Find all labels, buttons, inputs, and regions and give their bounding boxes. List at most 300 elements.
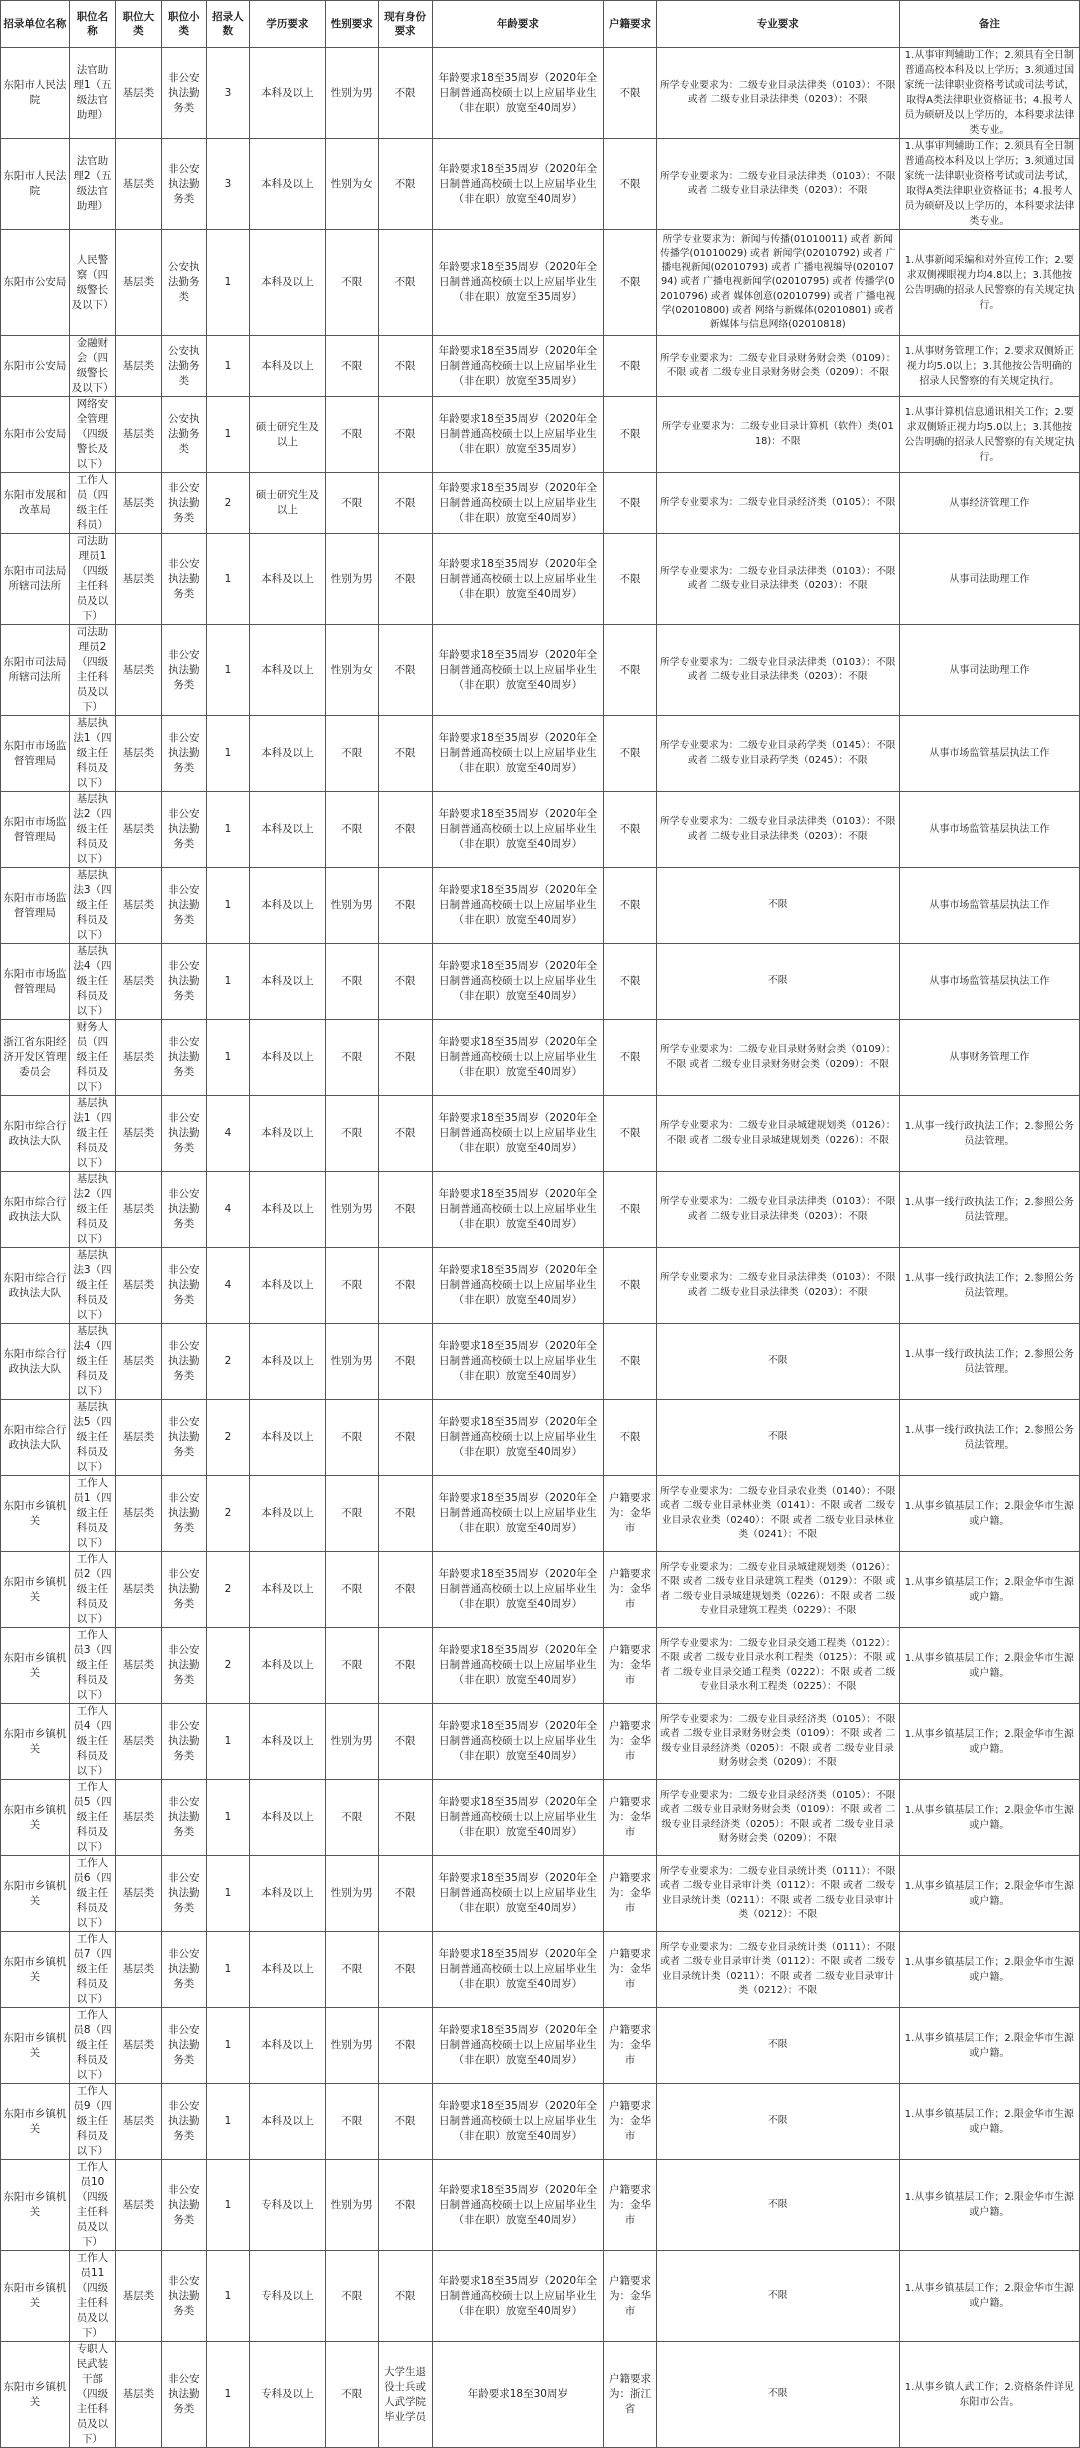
residence-cell: 不限	[604, 944, 657, 1020]
subcategory-cell: 非公安执法勤务类	[161, 1780, 206, 1856]
count-cell: 3	[206, 139, 249, 230]
position-cell: 工作人员6（四级主任科员及以下）	[69, 1856, 116, 1932]
major-cell: 不限	[656, 2342, 899, 2448]
gender-cell: 性别为男	[325, 1704, 378, 1780]
age-cell: 年龄要求18至35周岁（2020年全日制普通高校硕士以上应届毕业生（非在职）放宽至40周岁）	[432, 1096, 604, 1172]
category-cell: 基层类	[116, 230, 161, 336]
age-cell: 年龄要求18至35周岁（2020年全日制普通高校硕士以上应届毕业生（非在职）放宽至40周岁）	[432, 1172, 604, 1248]
residence-cell: 不限	[604, 1248, 657, 1324]
table-row	[1, 716, 1080, 792]
table-row	[1, 1172, 1080, 1248]
count-cell: 1	[206, 1020, 249, 1096]
gender-cell: 不限	[325, 944, 378, 1020]
position-cell: 基层执法4（四级主任科员及以下）	[69, 1324, 116, 1400]
remarks-cell: 1.从事乡镇基层工作；2.限金华市生源或户籍。	[899, 2160, 1079, 2251]
unit-cell: 东阳市公安局	[1, 397, 70, 473]
position-cell: 工作人员11（四级主任科员及以下）	[69, 2251, 116, 2342]
major-cell: 不限	[656, 2251, 899, 2342]
count-cell: 1	[206, 1932, 249, 2008]
gender-cell: 不限	[325, 792, 378, 868]
count-cell: 2	[206, 1324, 249, 1400]
unit-cell: 东阳市司法局所辖司法所	[1, 534, 70, 625]
major-cell: 所学专业要求为：二级专业目录统计类（0111）：不限 或者 二级专业目录审计类（0112）：不限 或者 二级专业目录统计类（0211）：不限 或者 二级专业目录审计类（0212）：不限	[656, 1932, 899, 2008]
subcategory-cell: 非公安执法勤务类	[161, 1704, 206, 1780]
count-cell: 2	[206, 1552, 249, 1628]
status-cell: 不限	[378, 1324, 432, 1400]
education-cell: 本科及以上	[249, 534, 325, 625]
age-cell: 年龄要求18至35周岁（2020年全日制普通高校硕士以上应届毕业生（非在职）放宽至40周岁）	[432, 48, 604, 139]
category-cell: 基层类	[116, 1856, 161, 1932]
age-cell: 年龄要求18至35周岁（2020年全日制普通高校硕士以上应届毕业生（非在职）放宽至40周岁）	[432, 2251, 604, 2342]
status-cell: 不限	[378, 1552, 432, 1628]
education-cell: 本科及以上	[249, 230, 325, 336]
count-cell: 1	[206, 336, 249, 397]
category-cell: 基层类	[116, 1552, 161, 1628]
education-cell: 本科及以上	[249, 139, 325, 230]
remarks-cell: 1.从事乡镇基层工作；2.限金华市生源或户籍。	[899, 1932, 1079, 2008]
table-row	[1, 230, 1080, 336]
subcategory-cell: 非公安执法勤务类	[161, 2160, 206, 2251]
education-cell: 本科及以上	[249, 1704, 325, 1780]
status-cell: 不限	[378, 473, 432, 534]
major-cell: 所学专业要求为：二级专业目录财务财会类（0109）：不限 或者 二级专业目录财务财会类（0209）：不限	[656, 336, 899, 397]
count-cell: 1	[206, 2084, 249, 2160]
table-row	[1, 336, 1080, 397]
age-cell: 年龄要求18至35周岁（2020年全日制普通高校硕士以上应届毕业生（非在职）放宽至40周岁）	[432, 1780, 604, 1856]
status-cell: 不限	[378, 48, 432, 139]
count-cell: 2	[206, 473, 249, 534]
education-cell: 硕士研究生及以上	[249, 397, 325, 473]
table-row	[1, 473, 1080, 534]
table-row	[1, 1400, 1080, 1476]
major-cell: 所学专业要求为：二级专业目录农业类（0140）：不限 或者 二级专业目录林业类（0141）：不限 或者 二级专业目录农业类（0240）：不限 或者 二级专业目录林业类（0241）：不限	[656, 1476, 899, 1552]
age-cell: 年龄要求18至35周岁（2020年全日制普通高校硕士以上应届毕业生（非在职）放宽至35周岁）	[432, 336, 604, 397]
subcategory-cell: 非公安执法勤务类	[161, 792, 206, 868]
position-cell: 工作人员4（四级主任科员及以下）	[69, 1704, 116, 1780]
education-cell: 本科及以上	[249, 1476, 325, 1552]
unit-cell: 东阳市综合行政执法大队	[1, 1400, 70, 1476]
major-cell: 所学专业要求为：二级专业目录交通工程类（0122）：不限 或者 二级专业目录水利工程类（0125）：不限 或者 二级专业目录交通工程类（0222）：不限 或者 二级专业目录水利工程类（0225）：不限	[656, 1628, 899, 1704]
residence-cell: 不限	[604, 1020, 657, 1096]
status-cell: 不限	[378, 230, 432, 336]
position-cell: 工作人员2（四级主任科员及以下）	[69, 1552, 116, 1628]
col-header-subcategory: 职位小类	[161, 1, 206, 48]
unit-cell: 东阳市司法局所辖司法所	[1, 625, 70, 716]
residence-cell: 户籍要求为：金华市	[604, 1476, 657, 1552]
position-cell: 基层执法5（四级主任科员及以下）	[69, 1400, 116, 1476]
major-cell: 不限	[656, 1324, 899, 1400]
age-cell: 年龄要求18至35周岁（2020年全日制普通高校硕士以上应届毕业生（非在职）放宽至40周岁）	[432, 139, 604, 230]
remarks-cell: 从事市场监管基层执法工作	[899, 792, 1079, 868]
status-cell: 不限	[378, 1856, 432, 1932]
table-row	[1, 48, 1080, 139]
subcategory-cell: 非公安执法勤务类	[161, 1476, 206, 1552]
remarks-cell: 1.从事乡镇基层工作；2.限金华市生源或户籍。	[899, 1780, 1079, 1856]
table-row	[1, 1020, 1080, 1096]
remarks-cell: 1.从事乡镇基层工作；2.限金华市生源或户籍。	[899, 1704, 1079, 1780]
table-row	[1, 1856, 1080, 1932]
major-cell: 所学专业要求为：二级专业目录法律类（0103）：不限 或者 二级专业目录法律类（0203）：不限	[656, 139, 899, 230]
count-cell: 1	[206, 2251, 249, 2342]
subcategory-cell: 非公安执法勤务类	[161, 625, 206, 716]
education-cell: 本科及以上	[249, 1324, 325, 1400]
count-cell: 2	[206, 1476, 249, 1552]
position-cell: 工作人员10（四级主任科员及以下）	[69, 2160, 116, 2251]
status-cell: 不限	[378, 868, 432, 944]
residence-cell: 户籍要求为：金华市	[604, 2084, 657, 2160]
age-cell: 年龄要求18至35周岁（2020年全日制普通高校硕士以上应届毕业生（非在职）放宽至40周岁）	[432, 1932, 604, 2008]
position-cell: 基层执法3（四级主任科员及以下）	[69, 868, 116, 944]
category-cell: 基层类	[116, 625, 161, 716]
table-row	[1, 534, 1080, 625]
category-cell: 基层类	[116, 1704, 161, 1780]
count-cell: 1	[206, 534, 249, 625]
gender-cell: 不限	[325, 1628, 378, 1704]
education-cell: 硕士研究生及以上	[249, 473, 325, 534]
unit-cell: 东阳市综合行政执法大队	[1, 1096, 70, 1172]
gender-cell: 不限	[325, 336, 378, 397]
position-cell: 法官助理2（五级法官助理）	[69, 139, 116, 230]
subcategory-cell: 非公安执法勤务类	[161, 1096, 206, 1172]
position-cell: 基层执法3（四级主任科员及以下）	[69, 1248, 116, 1324]
unit-cell: 东阳市市场监督管理局	[1, 716, 70, 792]
count-cell: 1	[206, 1856, 249, 1932]
subcategory-cell: 非公安执法勤务类	[161, 1324, 206, 1400]
education-cell: 本科及以上	[249, 336, 325, 397]
table-row	[1, 1932, 1080, 2008]
education-cell: 本科及以上	[249, 1856, 325, 1932]
table-row	[1, 2160, 1080, 2251]
category-cell: 基层类	[116, 2084, 161, 2160]
education-cell: 本科及以上	[249, 716, 325, 792]
residence-cell: 不限	[604, 473, 657, 534]
gender-cell: 性别为女	[325, 139, 378, 230]
position-cell: 基层执法1（四级主任科员及以下）	[69, 1096, 116, 1172]
status-cell: 不限	[378, 792, 432, 868]
category-cell: 基层类	[116, 1628, 161, 1704]
col-header-category: 职位大类	[116, 1, 161, 48]
col-header-major: 专业要求	[656, 1, 899, 48]
major-cell: 所学专业要求为：二级专业目录法律类（0103）：不限 或者 二级专业目录法律类（0203）：不限	[656, 792, 899, 868]
category-cell: 基层类	[116, 1020, 161, 1096]
subcategory-cell: 非公安执法勤务类	[161, 868, 206, 944]
education-cell: 本科及以上	[249, 48, 325, 139]
status-cell: 不限	[378, 139, 432, 230]
unit-cell: 东阳市乡镇机关	[1, 2251, 70, 2342]
category-cell: 基层类	[116, 792, 161, 868]
age-cell: 年龄要求18至35周岁（2020年全日制普通高校硕士以上应届毕业生（非在职）放宽至40周岁）	[432, 1552, 604, 1628]
status-cell: 不限	[378, 1020, 432, 1096]
position-cell: 专职人民武装干部（四级主任科员及以下）	[69, 2342, 116, 2448]
position-cell: 基层执法4（四级主任科员及以下）	[69, 944, 116, 1020]
table-body	[1, 48, 1080, 2448]
major-cell: 所学专业要求为：二级专业目录经济类（0105）：不限 或者 二级专业目录财务财会类（0109）：不限 或者 二级专业目录经济类（0205）：不限 或者 二级专业目录财务财会类（0209）：不限	[656, 1704, 899, 1780]
remarks-cell: 1.从事审判辅助工作；2.须具有全日制普通高校本科及以上学历；3.须通过国家统一法律职业资格考试或司法考试，取得A类法律职业资格证书；4.报考人员为硕研及以上学历的，本科要求法律类专业。	[899, 48, 1079, 139]
col-header-age: 年龄要求	[432, 1, 604, 48]
residence-cell: 户籍要求为：浙江省	[604, 2342, 657, 2448]
count-cell: 1	[206, 397, 249, 473]
remarks-cell: 1.从事乡镇基层工作；2.限金华市生源或户籍。	[899, 2008, 1079, 2084]
status-cell: 不限	[378, 1628, 432, 1704]
col-header-education: 学历要求	[249, 1, 325, 48]
status-cell: 不限	[378, 1780, 432, 1856]
major-cell: 所学专业要求为：二级专业目录计算机（软件）类(0118)：不限	[656, 397, 899, 473]
subcategory-cell: 公安执法勤务类	[161, 397, 206, 473]
residence-cell: 不限	[604, 534, 657, 625]
status-cell: 不限	[378, 1704, 432, 1780]
subcategory-cell: 非公安执法勤务类	[161, 2008, 206, 2084]
subcategory-cell: 非公安执法勤务类	[161, 1172, 206, 1248]
unit-cell: 东阳市综合行政执法大队	[1, 1248, 70, 1324]
subcategory-cell: 非公安执法勤务类	[161, 1628, 206, 1704]
residence-cell: 户籍要求为：金华市	[604, 1704, 657, 1780]
unit-cell: 东阳市人民法院	[1, 48, 70, 139]
education-cell: 本科及以上	[249, 1096, 325, 1172]
count-cell: 1	[206, 625, 249, 716]
unit-cell: 东阳市乡镇机关	[1, 1932, 70, 2008]
count-cell: 1	[206, 2160, 249, 2251]
residence-cell: 不限	[604, 792, 657, 868]
age-cell: 年龄要求18至35周岁（2020年全日制普通高校硕士以上应届毕业生（非在职）放宽至40周岁）	[432, 625, 604, 716]
age-cell: 年龄要求18至35周岁（2020年全日制普通高校硕士以上应届毕业生（非在职）放宽至40周岁）	[432, 792, 604, 868]
gender-cell: 不限	[325, 2084, 378, 2160]
gender-cell: 不限	[325, 1476, 378, 1552]
education-cell: 本科及以上	[249, 2084, 325, 2160]
category-cell: 基层类	[116, 1476, 161, 1552]
age-cell: 年龄要求18至35周岁（2020年全日制普通高校硕士以上应届毕业生（非在职）放宽至40周岁）	[432, 473, 604, 534]
remarks-cell: 1.从事乡镇基层工作；2.限金华市生源或户籍。	[899, 1628, 1079, 1704]
residence-cell: 户籍要求为：金华市	[604, 1780, 657, 1856]
position-cell: 法官助理1（五级法官助理）	[69, 48, 116, 139]
residence-cell: 户籍要求为：金华市	[604, 2251, 657, 2342]
category-cell: 基层类	[116, 1780, 161, 1856]
gender-cell: 性别为男	[325, 2160, 378, 2251]
residence-cell: 不限	[604, 48, 657, 139]
remarks-cell: 从事司法助理工作	[899, 534, 1079, 625]
position-cell: 工作人员8（四级主任科员及以下）	[69, 2008, 116, 2084]
residence-cell: 不限	[604, 1400, 657, 1476]
education-cell: 本科及以上	[249, 1780, 325, 1856]
remarks-cell: 1.从事一线行政执法工作；2.参照公务员法管理。	[899, 1096, 1079, 1172]
age-cell: 年龄要求18至35周岁（2020年全日制普通高校硕士以上应届毕业生（非在职）放宽至40周岁）	[432, 2008, 604, 2084]
status-cell: 不限	[378, 625, 432, 716]
remarks-cell: 从事市场监管基层执法工作	[899, 944, 1079, 1020]
remarks-cell: 从事市场监管基层执法工作	[899, 716, 1079, 792]
major-cell: 所学专业要求为：二级专业目录药学类（0145）：不限 或者 二级专业目录药学类（0245）：不限	[656, 716, 899, 792]
residence-cell: 不限	[604, 1172, 657, 1248]
age-cell: 年龄要求18至35周岁（2020年全日制普通高校硕士以上应届毕业生（非在职）放宽至40周岁）	[432, 1020, 604, 1096]
education-cell: 专科及以上	[249, 2160, 325, 2251]
major-cell: 所学专业要求为：二级专业目录统计类（0111）：不限 或者 二级专业目录审计类（0112）：不限 或者 二级专业目录统计类（0211）：不限 或者 二级专业目录审计类（0212）：不限	[656, 1856, 899, 1932]
subcategory-cell: 非公安执法勤务类	[161, 1248, 206, 1324]
remarks-cell: 1.从事一线行政执法工作；2.参照公务员法管理。	[899, 1324, 1079, 1400]
table-row	[1, 1552, 1080, 1628]
gender-cell: 不限	[325, 2342, 378, 2448]
residence-cell: 户籍要求为：金华市	[604, 1932, 657, 2008]
col-header-status: 现有身份要求	[378, 1, 432, 48]
residence-cell: 户籍要求为：金华市	[604, 2008, 657, 2084]
residence-cell: 不限	[604, 1324, 657, 1400]
gender-cell: 性别为男	[325, 1324, 378, 1400]
count-cell: 4	[206, 1248, 249, 1324]
unit-cell: 东阳市市场监督管理局	[1, 868, 70, 944]
col-header-position: 职位名称	[69, 1, 116, 48]
subcategory-cell: 非公安执法勤务类	[161, 1020, 206, 1096]
status-cell: 不限	[378, 2160, 432, 2251]
major-cell: 所学专业要求为：二级专业目录法律类（0103）：不限 或者 二级专业目录法律类（0203）：不限	[656, 48, 899, 139]
table-row	[1, 2008, 1080, 2084]
position-cell: 人民警察（四级警长及以下）	[69, 230, 116, 336]
status-cell: 不限	[378, 397, 432, 473]
position-cell: 工作人员9（四级主任科员及以下）	[69, 2084, 116, 2160]
major-cell: 所学专业要求为：二级专业目录法律类（0103）：不限 或者 二级专业目录法律类（0203）：不限	[656, 1172, 899, 1248]
category-cell: 基层类	[116, 473, 161, 534]
residence-cell: 不限	[604, 336, 657, 397]
position-cell: 基层执法2（四级主任科员及以下）	[69, 792, 116, 868]
category-cell: 基层类	[116, 1096, 161, 1172]
count-cell: 1	[206, 1780, 249, 1856]
education-cell: 本科及以上	[249, 1248, 325, 1324]
category-cell: 基层类	[116, 2342, 161, 2448]
category-cell: 基层类	[116, 1324, 161, 1400]
unit-cell: 东阳市综合行政执法大队	[1, 1172, 70, 1248]
education-cell: 本科及以上	[249, 792, 325, 868]
subcategory-cell: 非公安执法勤务类	[161, 944, 206, 1020]
subcategory-cell: 非公安执法勤务类	[161, 534, 206, 625]
education-cell: 本科及以上	[249, 1400, 325, 1476]
major-cell: 不限	[656, 1400, 899, 1476]
gender-cell: 不限	[325, 1780, 378, 1856]
count-cell: 1	[206, 868, 249, 944]
residence-cell: 不限	[604, 868, 657, 944]
major-cell: 所学专业要求为：二级专业目录财务财会类（0109）：不限 或者 二级专业目录财务财会类（0209）：不限	[656, 1020, 899, 1096]
gender-cell: 不限	[325, 1552, 378, 1628]
age-cell: 年龄要求18至35周岁（2020年全日制普通高校硕士以上应届毕业生（非在职）放宽至40周岁）	[432, 534, 604, 625]
unit-cell: 东阳市乡镇机关	[1, 1780, 70, 1856]
gender-cell: 性别为男	[325, 2008, 378, 2084]
unit-cell: 东阳市综合行政执法大队	[1, 1324, 70, 1400]
category-cell: 基层类	[116, 2008, 161, 2084]
major-cell: 不限	[656, 2008, 899, 2084]
table-row	[1, 1324, 1080, 1400]
count-cell: 3	[206, 48, 249, 139]
category-cell: 基层类	[116, 1400, 161, 1476]
unit-cell: 浙江省东阳经济开发区管理委员会	[1, 1020, 70, 1096]
subcategory-cell: 非公安执法勤务类	[161, 473, 206, 534]
status-cell: 不限	[378, 716, 432, 792]
status-cell: 不限	[378, 944, 432, 1020]
unit-cell: 东阳市公安局	[1, 230, 70, 336]
residence-cell: 户籍要求为：金华市	[604, 2160, 657, 2251]
unit-cell: 东阳市乡镇机关	[1, 2160, 70, 2251]
remarks-cell: 从事财务管理工作	[899, 1020, 1079, 1096]
col-header-unit: 招录单位名称	[1, 1, 70, 48]
remarks-cell: 从事司法助理工作	[899, 625, 1079, 716]
col-header-gender: 性别要求	[325, 1, 378, 48]
category-cell: 基层类	[116, 336, 161, 397]
category-cell: 基层类	[116, 944, 161, 1020]
status-cell: 不限	[378, 1932, 432, 2008]
remarks-cell: 1.从事乡镇基层工作；2.限金华市生源或户籍。	[899, 2084, 1079, 2160]
subcategory-cell: 公安执法勤务类	[161, 230, 206, 336]
subcategory-cell: 非公安执法勤务类	[161, 1400, 206, 1476]
table-row	[1, 868, 1080, 944]
category-cell: 基层类	[116, 2160, 161, 2251]
status-cell: 不限	[378, 2084, 432, 2160]
table-header	[1, 1, 1080, 48]
unit-cell: 东阳市乡镇机关	[1, 2008, 70, 2084]
count-cell: 2	[206, 1400, 249, 1476]
status-cell: 不限	[378, 336, 432, 397]
table-row	[1, 1096, 1080, 1172]
count-cell: 4	[206, 1096, 249, 1172]
unit-cell: 东阳市乡镇机关	[1, 1628, 70, 1704]
gender-cell: 性别为男	[325, 534, 378, 625]
category-cell: 基层类	[116, 716, 161, 792]
age-cell: 年龄要求18至35周岁（2020年全日制普通高校硕士以上应届毕业生（非在职）放宽至40周岁）	[432, 1628, 604, 1704]
major-cell: 所学专业要求为：新闻与传播(01010011) 或者 新闻传播学(01010029) 或者 新闻学(02010792) 或者 广播电视新闻(02010793) 或者 广播电视编导(02010794) 或者 广播电视新闻学(02010795) 或者 传播学(02010796) 或者 媒体创意(02010799) 或者 广播电视学(02010800) 或者 网络与新媒体(02010801) 或者 新媒体与信息网络(02010818)	[656, 230, 899, 336]
status-cell: 大学生退役士兵或人武学院毕业学员	[378, 2342, 432, 2448]
position-cell: 司法助理员1（四级主任科员及以下）	[69, 534, 116, 625]
remarks-cell: 1.从事财务管理工作；2.要求双侧矫正视力均5.0以上；3.其他按公告明确的招录人民警察的有关规定执行。	[899, 336, 1079, 397]
subcategory-cell: 非公安执法勤务类	[161, 2084, 206, 2160]
table-row	[1, 2342, 1080, 2448]
unit-cell: 东阳市乡镇机关	[1, 2342, 70, 2448]
residence-cell: 不限	[604, 230, 657, 336]
residence-cell: 不限	[604, 397, 657, 473]
category-cell: 基层类	[116, 1248, 161, 1324]
gender-cell: 不限	[325, 2251, 378, 2342]
status-cell: 不限	[378, 2008, 432, 2084]
age-cell: 年龄要求18至35周岁（2020年全日制普通高校硕士以上应届毕业生（非在职）放宽至40周岁）	[432, 716, 604, 792]
category-cell: 基层类	[116, 534, 161, 625]
position-cell: 工作人员1（四级主任科员及以下）	[69, 1476, 116, 1552]
subcategory-cell: 非公安执法勤务类	[161, 2342, 206, 2448]
age-cell: 年龄要求18至35周岁（2020年全日制普通高校硕士以上应届毕业生（非在职）放宽至40周岁）	[432, 1400, 604, 1476]
education-cell: 本科及以上	[249, 1932, 325, 2008]
gender-cell: 性别为男	[325, 1172, 378, 1248]
major-cell: 所学专业要求为：二级专业目录城建规划类（0126）：不限 或者 二级专业目录城建规划类（0226）：不限	[656, 1096, 899, 1172]
table-row	[1, 2251, 1080, 2342]
age-cell: 年龄要求18至35周岁（2020年全日制普通高校硕士以上应届毕业生（非在职）放宽至40周岁）	[432, 868, 604, 944]
table-row	[1, 1780, 1080, 1856]
table-row	[1, 792, 1080, 868]
count-cell: 1	[206, 2008, 249, 2084]
residence-cell: 户籍要求为：金华市	[604, 1552, 657, 1628]
subcategory-cell: 非公安执法勤务类	[161, 716, 206, 792]
gender-cell: 不限	[325, 230, 378, 336]
remarks-cell: 从事经济管理工作	[899, 473, 1079, 534]
education-cell: 本科及以上	[249, 2008, 325, 2084]
age-cell: 年龄要求18至35周岁（2020年全日制普通高校硕士以上应届毕业生（非在职）放宽至40周岁）	[432, 1324, 604, 1400]
unit-cell: 东阳市乡镇机关	[1, 1552, 70, 1628]
major-cell: 所学专业要求为：二级专业目录法律类（0103）：不限 或者 二级专业目录法律类（0203）：不限	[656, 534, 899, 625]
unit-cell: 东阳市乡镇机关	[1, 1704, 70, 1780]
count-cell: 1	[206, 944, 249, 1020]
table-row	[1, 139, 1080, 230]
gender-cell: 性别为男	[325, 868, 378, 944]
residence-cell: 户籍要求为：金华市	[604, 1628, 657, 1704]
unit-cell: 东阳市市场监督管理局	[1, 792, 70, 868]
status-cell: 不限	[378, 1476, 432, 1552]
major-cell: 所学专业要求为：二级专业目录城建规划类（0126）：不限 或者 二级专业目录建筑工程类（0129）：不限 或者 二级专业目录城建规划类（0226）：不限 或者 二级专业目录建筑工程类（0229）：不限	[656, 1552, 899, 1628]
education-cell: 本科及以上	[249, 1172, 325, 1248]
gender-cell: 不限	[325, 1400, 378, 1476]
count-cell: 2	[206, 1628, 249, 1704]
position-cell: 财务人员（四级主任科员及以下）	[69, 1020, 116, 1096]
age-cell: 年龄要求18至35周岁（2020年全日制普通高校硕士以上应届毕业生（非在职）放宽至35周岁）	[432, 230, 604, 336]
gender-cell: 不限	[325, 397, 378, 473]
